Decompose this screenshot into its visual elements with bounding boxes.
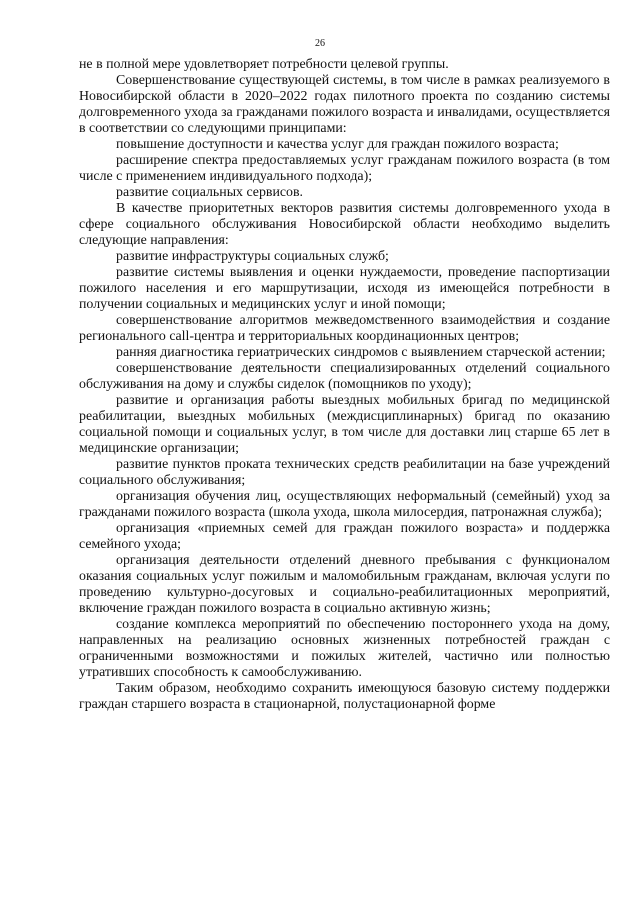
list-item: развитие социальных сервисов. (116, 185, 304, 200)
list-item: совершенствование деятельности специализированных отделений социального обслуживания на дому и службы сиделок (помощников по уходу); (79, 361, 610, 392)
page-body (79, 57, 610, 713)
list-item: развитие и организация работы выездных мобильных бригад по медицинской реабилитации, выездных мобильных (междисциплинарных) бригад по оказанию социальной помощи и социальных услуг, в том числе для доставки лиц старше 65 лет в медицинские организации; (79, 393, 610, 456)
list-item: повышение доступности и качества услуг для граждан пожилого возраста; (116, 137, 559, 152)
list-item: развитие пунктов проката технических средств реабилитации на базе учреждений социального обслуживания; (79, 457, 610, 488)
list-item: развитие инфраструктуры социальных служб; (116, 249, 389, 264)
paragraph: Совершенствование существующей системы, в том числе в рамках реализуемого в Новосибирской области в 2020–2022 годах пилотного проекта по созданию системы долговременного ухода за гражданами пожилого возраста и инвалидами, осуществляется в соответствии со следующими принципами: (79, 73, 610, 136)
list-item: создание комплекса мероприятий по обеспечению постороннего ухода на дому, направленных на реализацию основных жизненных потребностей граждан с ограниченными возможностями и пожилых жителей, частично или полностью утративших способность к самообслуживанию. (79, 617, 610, 680)
list-item: организация обучения лиц, осуществляющих неформальный (семейный) уход за гражданами пожилого возраста (школа ухода, школа милосердия, патронажная служба); (79, 489, 610, 520)
paragraph: не в полной мере удовлетворяет потребности целевой группы. (79, 57, 449, 72)
list-item: расширение спектра предоставляемых услуг гражданам пожилого возраста (в том числе с применением индивидуального подхода); (79, 153, 610, 184)
list-item: ранняя диагностика гериатрических синдромов с выявлением старческой астении; (116, 345, 606, 360)
list-item: организация «приемных семей для граждан пожилого возраста» и поддержка семейного ухода; (79, 521, 610, 552)
list-item: развитие системы выявления и оценки нуждаемости, проведение паспортизации пожилого населения и его маршрутизации, исходя из имеющейся потребности в получении социальных и медицинских услуг и иной помощи; (79, 265, 610, 312)
paragraph: В качестве приоритетных векторов развития системы долговременного ухода в сфере социального обслуживания Новосибирской области необходимо выделить следующие направления: (79, 201, 610, 248)
page-number: 26 (315, 38, 325, 49)
paragraph: Таким образом, необходимо сохранить имеющуюся базовую систему поддержки граждан старшего возраста в стационарной, полустационарной форме (79, 681, 610, 712)
list-item: организация деятельности отделений дневного пребывания с функционалом оказания социальных услуг пожилым и маломобильным гражданам, включая услуги по проведению культурно-досуговых и социально-реабилитационных мероприятий, включение граждан пожилого возраста в социально активную жизнь; (79, 553, 610, 616)
list-item: совершенствование алгоритмов межведомственного взаимодействия и создание регионального call-центра и территориальных координационных центров; (79, 313, 610, 344)
